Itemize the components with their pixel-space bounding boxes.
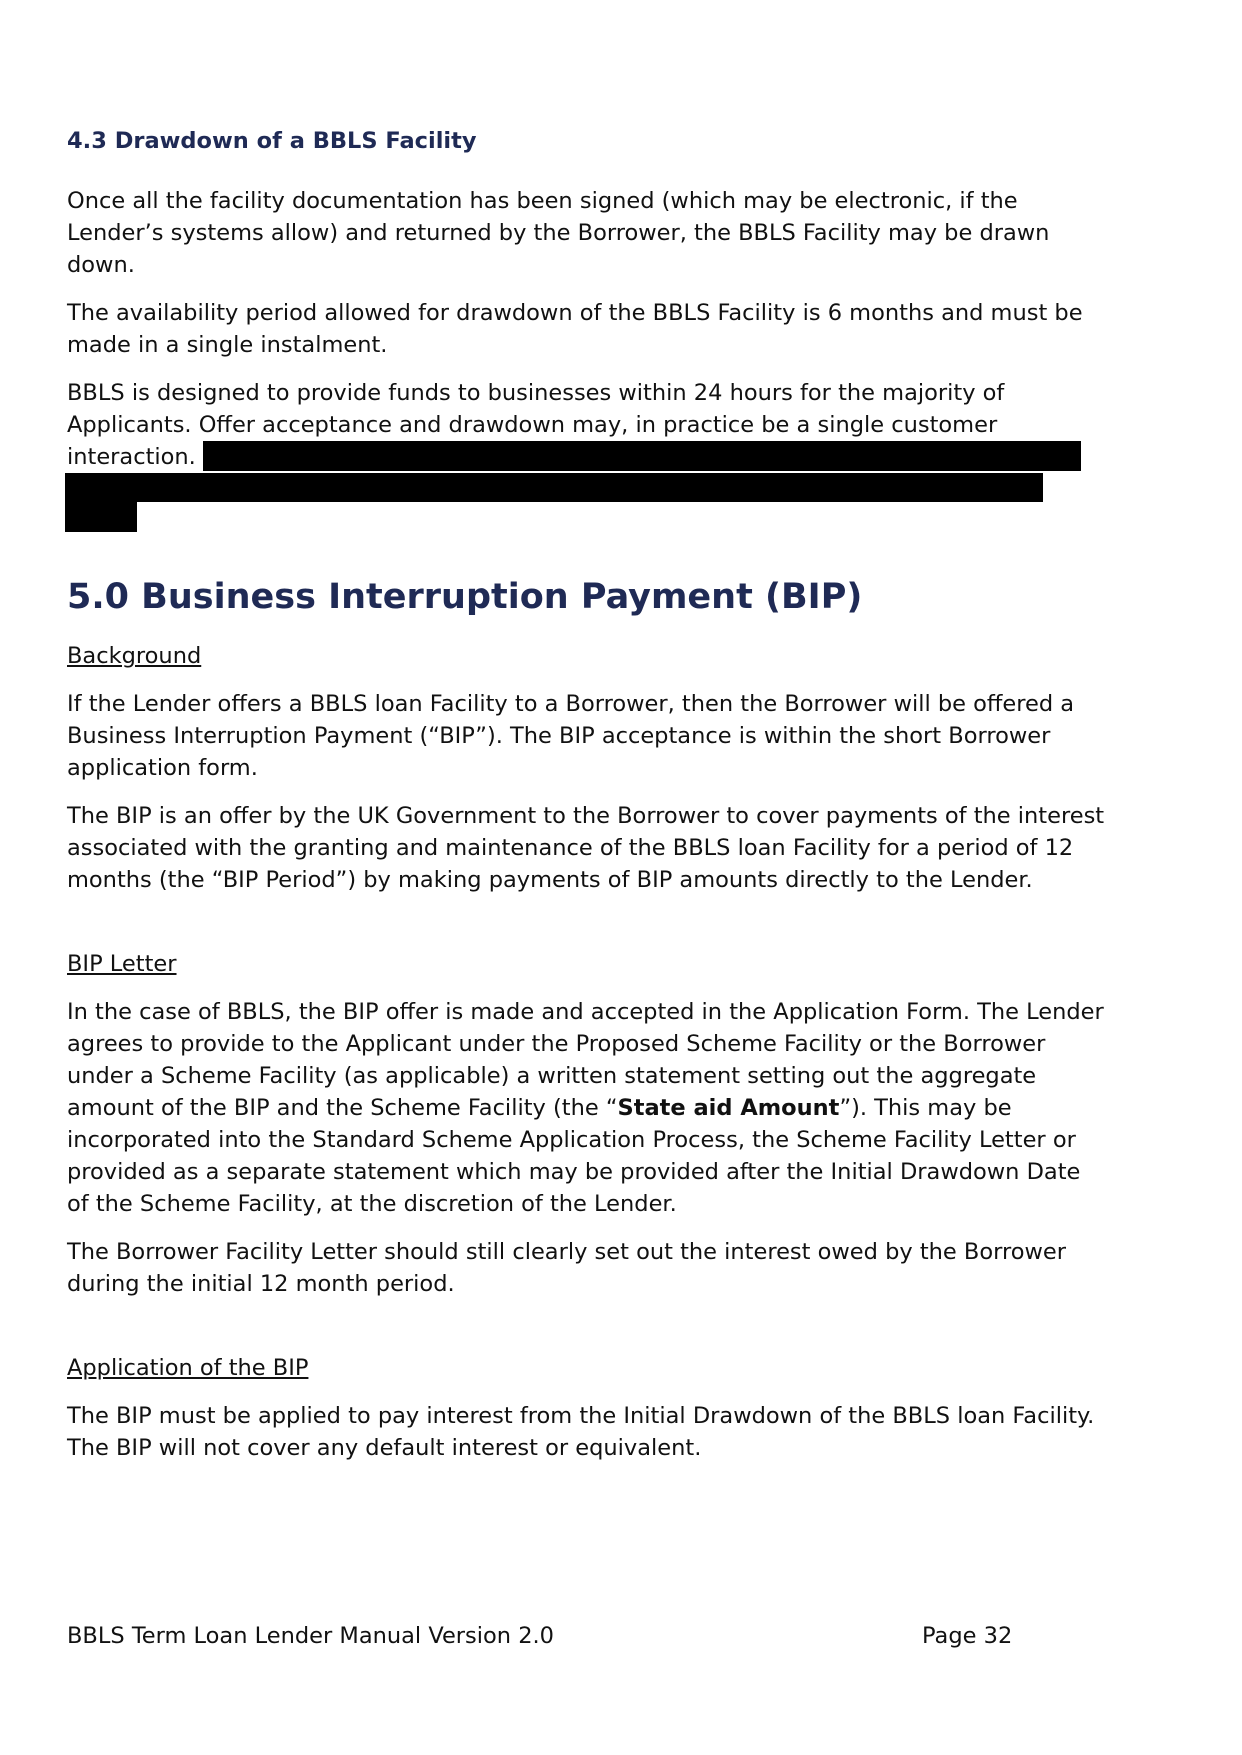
bip-letter-para-1: [67, 996, 1107, 1220]
background-para-1: If the Lender offers a BBLS loan Facility to a Borrower, then the Borrower will be offered a Business Interruption Payment (“BIP”). The BIP acceptance is within the short Borrower application form.: [67, 691, 1075, 781]
redaction-block: [65, 502, 137, 532]
footer-title: BBLS Term Loan Lender Manual Version 2.0: [67, 1623, 554, 1649]
redaction-block: [65, 473, 1043, 502]
application-subheading: Application of the BIP: [67, 1355, 309, 1381]
page-footer: [67, 1620, 1107, 1652]
drawdown-para-2: The availability period allowed for drawdown of the BBLS Facility is 6 months and must be made in a single instalment.: [67, 300, 1083, 358]
page-content: [67, 128, 1107, 1464]
background-subheading: Background: [67, 643, 202, 669]
bip-letter-subheading: BIP Letter: [67, 951, 177, 977]
bip-letter-para-1-start: In the case of BBLS, the BIP offer is made and accepted in the Application Form. The Lender agrees to provide to the Applicant under the Proposed Scheme Facility or the Borrower under a Scheme Facility (as applicable) a written statement setting out the aggregate amount of the BIP and the Scheme Facility (the “: [67, 999, 1104, 1121]
page-number: Page 32: [922, 1623, 1013, 1649]
drawdown-para-3-text: BBLS is designed to provide funds to businesses within 24 hours for the majority of Applicants. Offer acceptance and drawdown may, in practice be a single customer interaction.: [67, 380, 1005, 470]
redaction-block: [203, 441, 1081, 471]
state-aid-amount-term: State aid Amount: [617, 1095, 840, 1121]
drawdown-para-3: [67, 377, 1107, 473]
application-para-1: The BIP must be applied to pay interest from the Initial Drawdown of the BBLS loan Facility. The BIP will not cover any default interest or equivalent.: [67, 1403, 1095, 1461]
background-para-2: The BIP is an offer by the UK Government to the Borrower to cover payments of the interest associated with the granting and maintenance of the BBLS loan Facility for a period of 12 months (the “BIP Period”) by making payments of BIP amounts directly to the Lender.: [67, 803, 1105, 893]
bip-letter-para-2: The Borrower Facility Letter should still clearly set out the interest owed by the Borrower during the initial 12 month period.: [67, 1239, 1066, 1297]
section-5-0-heading: 5.0 Business Interruption Payment (BIP): [67, 577, 863, 617]
section-4-3-heading: 4.3 Drawdown of a BBLS Facility: [67, 128, 477, 154]
drawdown-para-1: Once all the facility documentation has been signed (which may be electronic, if the Lender’s systems allow) and returned by the Borrower, the BBLS Facility may be drawn down.: [67, 188, 1050, 278]
bip-letter-para-1-end: ”). This may be incorporated into the Standard Scheme Application Process, the Scheme Facility Letter or provided as a separate statement which may be provided after the Initial Drawdown Date of the Scheme Facility, at the discretion of the Lender.: [67, 1095, 1081, 1217]
